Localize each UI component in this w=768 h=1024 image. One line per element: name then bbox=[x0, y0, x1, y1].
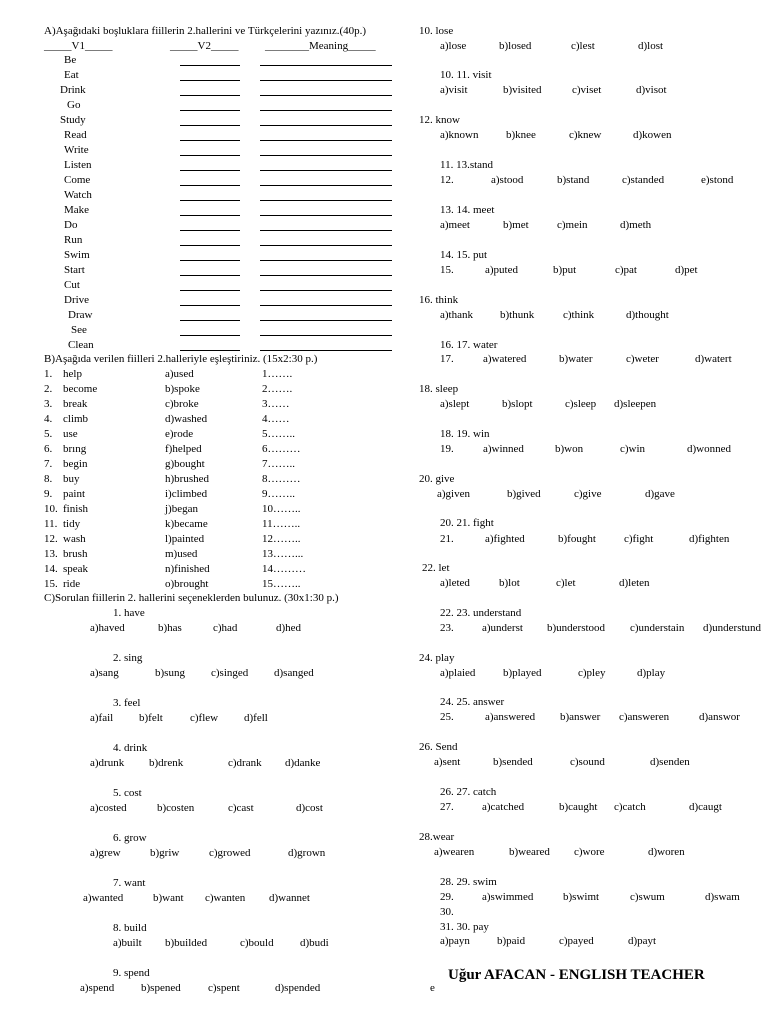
match-answer: 6……… bbox=[262, 443, 301, 455]
match-answer: 2……. bbox=[262, 383, 293, 395]
match-verb: break bbox=[63, 398, 88, 410]
question-stem: 9. spend bbox=[113, 967, 150, 979]
v2-blank[interactable] bbox=[180, 290, 240, 291]
question-stem: 10. 11. visit bbox=[440, 69, 492, 81]
match-option: k)became bbox=[165, 518, 208, 530]
match-verb: climb bbox=[63, 413, 89, 425]
answer-option[interactable]: a)given bbox=[437, 488, 470, 500]
answer-option[interactable]: b)understood bbox=[547, 622, 606, 634]
section-a-header-v1: _____V1_____ bbox=[44, 40, 113, 52]
answer-option[interactable]: a)payn bbox=[440, 935, 470, 947]
verb-label: Run bbox=[64, 234, 83, 246]
answer-option[interactable]: a)drunk bbox=[90, 757, 125, 769]
verb-label: Cut bbox=[64, 279, 80, 291]
answer-option[interactable]: a)grew bbox=[90, 847, 121, 859]
v2-blank[interactable] bbox=[180, 140, 240, 141]
question-stem: 26. Send bbox=[419, 741, 458, 753]
answer-option[interactable]: e)stond bbox=[701, 174, 734, 186]
answer-option[interactable]: a)answered bbox=[485, 711, 536, 723]
question-stem: 22. 23. understand bbox=[440, 607, 522, 619]
question-stem: 7. want bbox=[113, 877, 146, 889]
meaning-blank[interactable] bbox=[260, 140, 392, 141]
answer-option[interactable]: b)lot bbox=[499, 577, 520, 589]
answer-option[interactable]: d)wonned bbox=[687, 443, 731, 455]
verb-label: Drive bbox=[64, 294, 90, 306]
match-verb: begin bbox=[63, 458, 88, 470]
answer-option[interactable]: a)slept bbox=[440, 398, 470, 410]
match-verb: paint bbox=[63, 488, 85, 500]
match-verb: tidy bbox=[63, 518, 81, 530]
answer-option[interactable]: a)watered bbox=[483, 353, 527, 365]
answer-option[interactable]: a)haved bbox=[90, 622, 125, 634]
question-stem: 10. lose bbox=[419, 25, 454, 37]
v2-blank[interactable] bbox=[180, 110, 240, 111]
v2-blank[interactable] bbox=[180, 275, 240, 276]
verb-label: Go bbox=[67, 99, 81, 111]
match-verb: become bbox=[63, 383, 98, 395]
answer-option[interactable]: b)won bbox=[555, 443, 584, 455]
match-option: e)rode bbox=[165, 428, 194, 440]
answer-option[interactable]: a)built bbox=[113, 937, 142, 949]
answer-option[interactable]: b)paid bbox=[497, 935, 526, 947]
question-number: 19. bbox=[440, 443, 454, 455]
match-number: 15. bbox=[44, 578, 58, 590]
v2-blank[interactable] bbox=[180, 65, 240, 66]
match-option: a)used bbox=[165, 368, 194, 380]
answer-option[interactable]: a)lose bbox=[440, 40, 467, 52]
answer-option[interactable]: d)payt bbox=[628, 935, 657, 947]
answer-option[interactable]: a)visit bbox=[440, 84, 468, 96]
answer-option[interactable]: b)builded bbox=[165, 937, 208, 949]
question-stem: 8. build bbox=[113, 922, 147, 934]
question-stem: 24. 25. answer bbox=[440, 696, 505, 708]
match-verb: brush bbox=[63, 548, 88, 560]
match-number: 7. bbox=[44, 458, 53, 470]
match-option: d)washed bbox=[165, 413, 208, 425]
answer-option[interactable]: b)griw bbox=[150, 847, 180, 859]
answer-option[interactable]: b)played bbox=[503, 667, 542, 679]
match-number: 9. bbox=[44, 488, 53, 500]
v2-blank[interactable] bbox=[180, 95, 240, 96]
answer-option[interactable]: c)swum bbox=[630, 891, 665, 903]
match-option: b)spoke bbox=[165, 383, 200, 395]
answer-option[interactable]: a)stood bbox=[491, 174, 524, 186]
verb-label: Start bbox=[64, 264, 85, 276]
answer-option[interactable]: d)senden bbox=[650, 756, 690, 768]
answer-option[interactable]: c)sleep bbox=[565, 398, 597, 410]
answer-option[interactable]: d)woren bbox=[648, 846, 685, 858]
question-number: 12. bbox=[440, 174, 454, 186]
section-a-title: A)Aşağıdaki boşluklara fiillerin 2.hallerini ve Türkçelerini yazınız.(40p.) bbox=[44, 25, 367, 37]
answer-option[interactable]: d)thought bbox=[626, 309, 669, 321]
question-number: 25. bbox=[440, 711, 454, 723]
answer-option[interactable]: b)sung bbox=[155, 667, 185, 679]
answer-option[interactable]: d)understund bbox=[703, 622, 762, 634]
question-stem: 16. think bbox=[419, 294, 459, 306]
answer-option[interactable]: a)wanted bbox=[83, 892, 124, 904]
question-number: 29. bbox=[440, 891, 454, 903]
match-number: 4. bbox=[44, 413, 53, 425]
answer-option[interactable]: b)gived bbox=[507, 488, 541, 500]
match-number: 3. bbox=[44, 398, 53, 410]
section-a-header-meaning: ________Meaning_____ bbox=[265, 40, 376, 52]
match-option: j)began bbox=[165, 503, 198, 515]
verb-label: Clean bbox=[68, 339, 94, 351]
answer-option[interactable]: b)sended bbox=[493, 756, 533, 768]
match-answer: 13……... bbox=[262, 548, 304, 560]
answer-option[interactable]: c)cast bbox=[228, 802, 254, 814]
match-answer: 1……. bbox=[262, 368, 293, 380]
answer-option[interactable]: c)payed bbox=[559, 935, 594, 947]
teacher-signature: Uğur AFACAN - ENGLISH TEACHER bbox=[448, 967, 705, 983]
match-number: 12. bbox=[44, 533, 58, 545]
answer-option[interactable]: d)cost bbox=[296, 802, 323, 814]
answer-option[interactable]: d)answor bbox=[699, 711, 740, 723]
match-answer: 12…….. bbox=[262, 533, 301, 545]
verb-label: Be bbox=[64, 54, 77, 66]
answer-option[interactable]: a)costed bbox=[90, 802, 127, 814]
match-option: l)painted bbox=[165, 533, 205, 545]
meaning-blank[interactable] bbox=[260, 335, 392, 336]
answer-option[interactable]: c)catch bbox=[614, 801, 646, 813]
match-verb: wash bbox=[63, 533, 86, 545]
question-stem: 18. sleep bbox=[419, 383, 459, 395]
answer-option[interactable]: a)meet bbox=[440, 219, 470, 231]
question-stem: 20. 21. fight bbox=[440, 517, 494, 529]
answer-option[interactable]: a)fighted bbox=[485, 533, 525, 545]
answer-option[interactable]: d)watert bbox=[695, 353, 732, 365]
match-number: 11. bbox=[44, 518, 58, 530]
answer-option[interactable]: b)met bbox=[503, 219, 529, 231]
answer-option[interactable]: c)spent bbox=[208, 982, 240, 994]
answer-option[interactable]: c)pley bbox=[578, 667, 606, 679]
match-number: 13. bbox=[44, 548, 58, 560]
answer-option[interactable]: a)leted bbox=[440, 577, 470, 589]
match-option: f)helped bbox=[165, 443, 202, 455]
answer-option[interactable]: c)pat bbox=[615, 264, 637, 276]
v2-blank[interactable] bbox=[180, 245, 240, 246]
match-answer: 11…….. bbox=[262, 518, 301, 530]
answer-option[interactable]: a)underst bbox=[482, 622, 523, 634]
question-stem: 31. 30. pay bbox=[440, 921, 489, 933]
answer-option[interactable]: b)knee bbox=[506, 129, 536, 141]
verb-label: Read bbox=[64, 129, 87, 141]
meaning-blank[interactable] bbox=[260, 155, 392, 156]
answer-option[interactable]: a)spend bbox=[80, 982, 115, 994]
answer-option[interactable]: a)fail bbox=[90, 712, 114, 724]
answer-option[interactable]: b)spened bbox=[141, 982, 181, 994]
match-option: n)finished bbox=[165, 563, 210, 575]
answer-option[interactable]: d)leten bbox=[619, 577, 650, 589]
match-option: g)bought bbox=[165, 458, 205, 470]
verb-label: Drink bbox=[60, 84, 86, 96]
answer-option[interactable]: c)let bbox=[556, 577, 576, 589]
match-answer: 8……… bbox=[262, 473, 301, 485]
answer-option[interactable]: b)caught bbox=[559, 801, 598, 813]
question-stem: 26. 27. catch bbox=[440, 786, 497, 798]
match-answer: 15…….. bbox=[262, 578, 301, 590]
answer-option[interactable]: a)sent bbox=[434, 756, 461, 768]
question-stem: 3. feel bbox=[113, 697, 141, 709]
verb-label: Draw bbox=[68, 309, 93, 321]
question-stem: 24. play bbox=[419, 652, 455, 664]
answer-option[interactable]: d)fighten bbox=[689, 533, 730, 545]
match-verb: buy bbox=[63, 473, 80, 485]
answer-option[interactable]: b)felt bbox=[139, 712, 163, 724]
verb-label: Eat bbox=[64, 69, 79, 81]
answer-option[interactable]: b)costen bbox=[157, 802, 195, 814]
answer-option[interactable]: b)losed bbox=[499, 40, 532, 52]
answer-option[interactable]: d)swam bbox=[705, 891, 740, 903]
match-option: c)broke bbox=[165, 398, 199, 410]
answer-option[interactable]: c)standed bbox=[622, 174, 665, 186]
section-b-title: B)Aşağıda verilen fiilleri 2.halleriyle eşleştiriniz. (15x2:30 p.) bbox=[44, 353, 318, 365]
meaning-blank[interactable] bbox=[260, 125, 392, 126]
answer-option[interactable]: a)catched bbox=[482, 801, 525, 813]
verb-label: Do bbox=[64, 219, 78, 231]
match-answer: 5…….. bbox=[262, 428, 295, 440]
answer-option[interactable]: b)want bbox=[153, 892, 184, 904]
answer-option[interactable]: c)wanten bbox=[205, 892, 246, 904]
match-number: 6. bbox=[44, 443, 53, 455]
answer-option[interactable]: b)slopt bbox=[502, 398, 533, 410]
answer-option[interactable]: a)plaied bbox=[440, 667, 476, 679]
question-stem: 22. let bbox=[422, 562, 450, 574]
answer-option[interactable]: d)gave bbox=[645, 488, 675, 500]
verb-label: Write bbox=[64, 144, 89, 156]
meaning-blank[interactable] bbox=[260, 350, 392, 351]
answer-option[interactable]: c)answeren bbox=[619, 711, 670, 723]
question-stem: 18. 19. win bbox=[440, 428, 490, 440]
answer-option[interactable]: b)swimt bbox=[563, 891, 600, 903]
match-number: 1. bbox=[44, 368, 53, 380]
meaning-blank[interactable] bbox=[260, 290, 392, 291]
match-answer: 14……… bbox=[262, 563, 306, 575]
answer-option[interactable]: d)pet bbox=[675, 264, 698, 276]
v2-blank[interactable] bbox=[180, 320, 240, 321]
match-answer: 9…….. bbox=[262, 488, 295, 500]
meaning-blank[interactable] bbox=[260, 185, 392, 186]
v2-blank[interactable] bbox=[180, 170, 240, 171]
answer-option[interactable]: c)give bbox=[574, 488, 602, 500]
question-stem: 28.wear bbox=[419, 831, 455, 843]
meaning-blank[interactable] bbox=[260, 260, 392, 261]
verb-label: Listen bbox=[64, 159, 92, 171]
answer-option[interactable]: b)drenk bbox=[149, 757, 184, 769]
match-number: 8. bbox=[44, 473, 53, 485]
stray-letter: e bbox=[430, 982, 435, 994]
verb-label: Come bbox=[64, 174, 91, 186]
answer-option[interactable]: d)lost bbox=[638, 40, 664, 52]
match-option: h)brushed bbox=[165, 473, 209, 485]
answer-option[interactable]: a)known bbox=[440, 129, 479, 141]
answer-option[interactable]: d)kowen bbox=[633, 129, 672, 141]
answer-option[interactable]: a)puted bbox=[485, 264, 518, 276]
match-option: i)climbed bbox=[165, 488, 208, 500]
answer-option[interactable]: a)swimmed bbox=[482, 891, 534, 903]
v2-blank[interactable] bbox=[180, 350, 240, 351]
question-stem: 11. 13.stand bbox=[440, 159, 494, 171]
match-answer: 4…… bbox=[262, 413, 290, 425]
match-number: 10. bbox=[44, 503, 58, 515]
answer-option[interactable]: c)weter bbox=[626, 353, 659, 365]
verb-label: Make bbox=[64, 204, 90, 216]
answer-option[interactable]: a)sang bbox=[90, 667, 119, 679]
question-stem: 20. give bbox=[419, 473, 455, 485]
answer-option[interactable]: d)wannet bbox=[269, 892, 310, 904]
answer-option[interactable]: c)wore bbox=[574, 846, 605, 858]
section-c-title: C)Sorulan fiillerin 2. hallerini seçeneklerden bulunuz. (30x1:30 p.) bbox=[44, 592, 339, 604]
question-number: 15. bbox=[440, 264, 454, 276]
answer-option[interactable]: c)lest bbox=[571, 40, 595, 52]
answer-option[interactable]: a)wearen bbox=[434, 846, 475, 858]
meaning-blank[interactable] bbox=[260, 245, 392, 246]
verb-label: Study bbox=[60, 114, 86, 126]
answer-option[interactable]: d)budi bbox=[300, 937, 329, 949]
answer-option[interactable]: b)thunk bbox=[500, 309, 535, 321]
match-number: 5. bbox=[44, 428, 53, 440]
question-stem: 5. cost bbox=[113, 787, 142, 799]
question-stem: 4. drink bbox=[113, 742, 148, 754]
question-number: 21. bbox=[440, 533, 454, 545]
question-number: 23. bbox=[440, 622, 454, 634]
answer-option[interactable]: d)danke bbox=[285, 757, 321, 769]
answer-option[interactable]: c)singed bbox=[211, 667, 249, 679]
answer-option[interactable]: d)sanged bbox=[274, 667, 314, 679]
answer-option[interactable]: c)fight bbox=[624, 533, 654, 545]
match-verb: ride bbox=[63, 578, 81, 590]
match-answer: 3…… bbox=[262, 398, 290, 410]
answer-option[interactable]: b)stand bbox=[557, 174, 590, 186]
question-number: 27. bbox=[440, 801, 454, 813]
meaning-blank[interactable] bbox=[260, 170, 392, 171]
answer-option[interactable]: a)thank bbox=[440, 309, 473, 321]
question-stem: 28. 29. swim bbox=[440, 876, 497, 888]
answer-option[interactable]: b)visited bbox=[503, 84, 542, 96]
answer-option[interactable]: c)flew bbox=[190, 712, 219, 724]
answer-option[interactable]: d)visot bbox=[636, 84, 667, 96]
question-stem: 2. sing bbox=[113, 652, 143, 664]
match-verb: finish bbox=[63, 503, 89, 515]
answer-option[interactable]: b)water bbox=[559, 353, 593, 365]
match-answer: 10…….. bbox=[262, 503, 301, 515]
match-option: o)brought bbox=[165, 578, 209, 590]
match-number: 2. bbox=[44, 383, 53, 395]
meaning-blank[interactable] bbox=[260, 65, 392, 66]
meaning-blank[interactable] bbox=[260, 110, 392, 111]
question-number: 17. bbox=[440, 353, 454, 365]
match-verb: speak bbox=[63, 563, 89, 575]
meaning-blank[interactable] bbox=[260, 305, 392, 306]
question-stem: 30. bbox=[440, 906, 454, 918]
answer-option[interactable]: c)win bbox=[620, 443, 646, 455]
answer-option[interactable]: b)put bbox=[553, 264, 577, 276]
answer-option[interactable]: d)play bbox=[637, 667, 666, 679]
v2-blank[interactable] bbox=[180, 125, 240, 126]
v2-blank[interactable] bbox=[180, 155, 240, 156]
answer-option[interactable]: d)caugt bbox=[689, 801, 722, 813]
answer-option[interactable]: d)fell bbox=[244, 712, 268, 724]
answer-option[interactable]: c)understain bbox=[630, 622, 685, 634]
answer-option[interactable]: d)grown bbox=[288, 847, 326, 859]
match-verb: brıng bbox=[63, 443, 87, 455]
meaning-blank[interactable] bbox=[260, 275, 392, 276]
meaning-blank[interactable] bbox=[260, 200, 392, 201]
answer-option[interactable]: b)weared bbox=[509, 846, 550, 858]
answer-option[interactable]: b)has bbox=[158, 622, 182, 634]
verb-label: Swim bbox=[64, 249, 90, 261]
question-stem: 12. know bbox=[419, 114, 460, 126]
meaning-blank[interactable] bbox=[260, 80, 392, 81]
answer-option[interactable]: d)hed bbox=[276, 622, 302, 634]
meaning-blank[interactable] bbox=[260, 215, 392, 216]
question-stem: 6. grow bbox=[113, 832, 147, 844]
v2-blank[interactable] bbox=[180, 335, 240, 336]
answer-option[interactable]: c)growed bbox=[209, 847, 251, 859]
question-stem: 16. 17. water bbox=[440, 339, 498, 351]
v2-blank[interactable] bbox=[180, 80, 240, 81]
v2-blank[interactable] bbox=[180, 230, 240, 231]
answer-option[interactable]: b)answer bbox=[560, 711, 601, 723]
verb-label: Watch bbox=[64, 189, 92, 201]
match-verb: use bbox=[63, 428, 78, 440]
v2-blank[interactable] bbox=[180, 185, 240, 186]
meaning-blank[interactable] bbox=[260, 230, 392, 231]
match-number: 14. bbox=[44, 563, 58, 575]
match-option: m)used bbox=[165, 548, 198, 560]
answer-option[interactable]: b)fought bbox=[558, 533, 596, 545]
answer-option[interactable]: c)had bbox=[213, 622, 238, 634]
v2-blank[interactable] bbox=[180, 200, 240, 201]
answer-option[interactable]: c)sound bbox=[570, 756, 605, 768]
answer-option[interactable]: d)sleepen bbox=[614, 398, 657, 410]
question-stem: 1. have bbox=[113, 607, 145, 619]
v2-blank[interactable] bbox=[180, 215, 240, 216]
answer-option[interactable]: c)knew bbox=[569, 129, 602, 141]
meaning-blank[interactable] bbox=[260, 320, 392, 321]
match-answer: 7…….. bbox=[262, 458, 295, 470]
question-stem: 13. 14. meet bbox=[440, 204, 495, 216]
answer-option[interactable]: c)viset bbox=[572, 84, 602, 96]
answer-option[interactable]: a)winned bbox=[483, 443, 524, 455]
question-stem: 14. 15. put bbox=[440, 249, 488, 261]
meaning-blank[interactable] bbox=[260, 95, 392, 96]
answer-option[interactable]: d)meth bbox=[620, 219, 652, 231]
match-verb: help bbox=[63, 368, 82, 380]
v2-blank[interactable] bbox=[180, 305, 240, 306]
answer-option[interactable]: c)mein bbox=[557, 219, 588, 231]
answer-option[interactable]: d)spended bbox=[275, 982, 321, 994]
v2-blank[interactable] bbox=[180, 260, 240, 261]
verb-label: See bbox=[71, 324, 87, 336]
section-a-header-v2: _____V2_____ bbox=[170, 40, 239, 52]
answer-option[interactable]: c)bould bbox=[240, 937, 274, 949]
answer-option[interactable]: c)think bbox=[563, 309, 595, 321]
answer-option[interactable]: c)drank bbox=[228, 757, 262, 769]
